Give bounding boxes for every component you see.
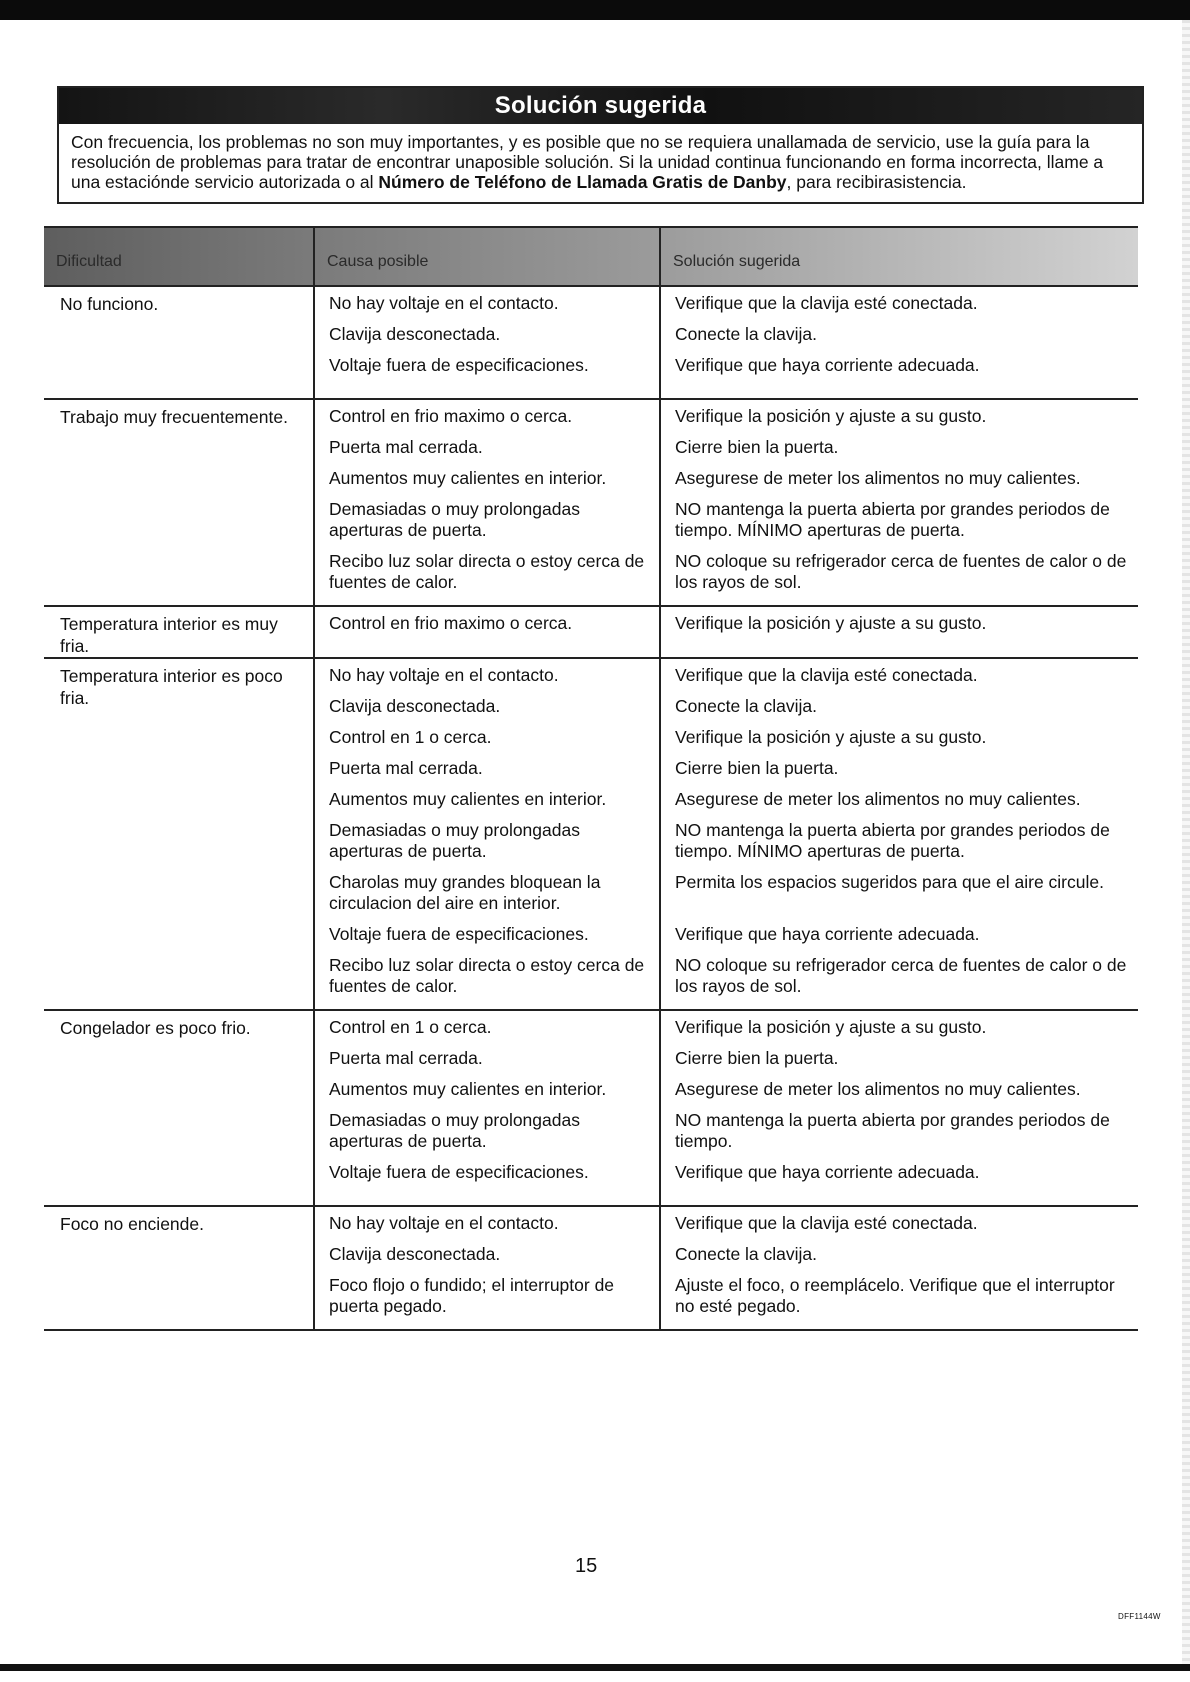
intro-text-end: , para recibirasistencia. bbox=[786, 172, 967, 192]
cause-item: Aumentos muy calientes en interior. bbox=[329, 468, 607, 488]
solution-item: Conecte la clavija. bbox=[675, 1244, 818, 1264]
cause-item: Aumentos muy calientes en interior. bbox=[329, 1079, 607, 1099]
cause-item: Control en frio maximo o cerca. bbox=[329, 406, 573, 426]
problem-cell: Congelador es poco frio. bbox=[60, 1018, 251, 1038]
troubleshooting-intro-box bbox=[57, 86, 1144, 204]
cause-item: Demasiadas o muy prolongadas aperturas de puerta. bbox=[329, 820, 580, 861]
table-header bbox=[44, 226, 1138, 285]
solution-item: NO coloque su refrigerador cerca de fuentes de calor o de los rayos de sol. bbox=[675, 955, 1127, 996]
cause-item: Control en frio maximo o cerca. bbox=[329, 613, 573, 633]
solution-item: NO mantenga la puerta abierta por grandes periodos de tiempo. MÍNIMO aperturas de puerta. bbox=[675, 499, 1110, 540]
solution-item: NO coloque su refrigerador cerca de fuentes de calor o de los rayos de sol. bbox=[675, 551, 1127, 592]
cause-item: Charolas muy grandes bloquean la circulacion del aire en interior. bbox=[329, 872, 601, 913]
intro-text: Con frecuencia, los problemas no son muy importantes, y es posible que no se requiera unallamada de servicio, use la guía para la resolución de problemas para tratar de encontrar unaposible solución. Si la unidad continua funcionando en forma incorrecta, llame a una estaciónde servicio autorizada o al bbox=[71, 132, 1104, 192]
header-solucion-sugerida: Solución sugerida bbox=[659, 228, 1138, 285]
solution-cell bbox=[659, 607, 1138, 657]
solution-cell bbox=[659, 659, 1138, 1009]
solution-item: Verifique que la clavija esté conectada. bbox=[675, 665, 978, 685]
solution-item: NO mantenga la puerta abierta por grandes periodos de tiempo. bbox=[675, 1110, 1110, 1151]
cause-item: Recibo luz solar directa o estoy cerca de fuentes de calor. bbox=[329, 551, 645, 592]
cause-item: Voltaje fuera de especificaciones. bbox=[329, 355, 589, 375]
page-edge bbox=[1182, 20, 1190, 1664]
top-border bbox=[0, 0, 1190, 20]
cause-item: No hay voltaje en el contacto. bbox=[329, 665, 559, 685]
cause-item: Recibo luz solar directa o estoy cerca de fuentes de calor. bbox=[329, 955, 645, 996]
solution-item: Verifique la posición y ajuste a su gusto. bbox=[675, 1017, 987, 1037]
model-code: DFF1144W bbox=[1118, 1612, 1161, 1621]
solution-item: Asegurese de meter los alimentos no muy calientes. bbox=[675, 468, 1081, 488]
page-number: 15 bbox=[575, 1555, 598, 1577]
table-row bbox=[44, 398, 1138, 605]
cause-item: Aumentos muy calientes en interior. bbox=[329, 789, 607, 809]
cause-cell bbox=[313, 607, 659, 657]
solution-item: Permita los espacios sugeridos para que el aire circule. bbox=[675, 872, 1104, 892]
solution-item: Verifique la posición y ajuste a su gusto. bbox=[675, 727, 987, 747]
table-body bbox=[44, 285, 1138, 1329]
solution-item: Cierre bien la puerta. bbox=[675, 758, 839, 778]
solution-item: Verifique que la clavija esté conectada. bbox=[675, 293, 978, 313]
table-row bbox=[44, 657, 1138, 1009]
cause-cell bbox=[313, 400, 659, 605]
troubleshooting-table bbox=[44, 226, 1138, 1331]
section-title: Solución sugerida bbox=[59, 88, 1142, 124]
header-dificultad: Dificultad bbox=[56, 253, 122, 270]
problem-cell: Temperatura interior es muy fria. bbox=[60, 614, 278, 656]
cause-cell bbox=[313, 1011, 659, 1205]
solution-cell bbox=[659, 400, 1138, 605]
cause-item: Puerta mal cerrada. bbox=[329, 1048, 483, 1068]
solution-item: Asegurese de meter los alimentos no muy calientes. bbox=[675, 789, 1081, 809]
solution-item: Cierre bien la puerta. bbox=[675, 437, 839, 457]
solution-item: Ajuste el foco, o reemplácelo. Verifique que el interruptor no esté pegado. bbox=[675, 1275, 1115, 1316]
solution-item: Verifique la posición y ajuste a su gusto. bbox=[675, 406, 987, 426]
table-row bbox=[44, 1009, 1138, 1205]
cause-cell bbox=[313, 1207, 659, 1329]
cause-item: Foco flojo o fundido; el interruptor de puerta pegado. bbox=[329, 1275, 615, 1316]
cause-item: Puerta mal cerrada. bbox=[329, 758, 483, 778]
table-row bbox=[44, 605, 1138, 657]
table-row bbox=[44, 1205, 1138, 1329]
cause-item: No hay voltaje en el contacto. bbox=[329, 1213, 559, 1233]
solution-item: Asegurese de meter los alimentos no muy calientes. bbox=[675, 1079, 1081, 1099]
solution-item: Verifique que haya corriente adecuada. bbox=[675, 1162, 980, 1182]
cause-item: No hay voltaje en el contacto. bbox=[329, 293, 559, 313]
header-causa-posible: Causa posible bbox=[313, 228, 659, 285]
solution-item: Verifique que haya corriente adecuada. bbox=[675, 924, 980, 944]
cause-item: Demasiadas o muy prolongadas aperturas de puerta. bbox=[329, 1110, 580, 1151]
problem-cell: Foco no enciende. bbox=[60, 1214, 204, 1234]
solution-cell bbox=[659, 1011, 1138, 1205]
cause-item: Control en 1 o cerca. bbox=[329, 1017, 492, 1037]
cause-item: Control en 1 o cerca. bbox=[329, 727, 492, 747]
solution-item: Verifique la posición y ajuste a su gusto. bbox=[675, 613, 987, 633]
solution-item: NO mantenga la puerta abierta por grandes periodos de tiempo. MÍNIMO aperturas de puerta. bbox=[675, 820, 1110, 861]
solution-item: Verifique que haya corriente adecuada. bbox=[675, 355, 980, 375]
intro-paragraph bbox=[59, 124, 1142, 204]
bottom-border bbox=[0, 1664, 1190, 1671]
problem-cell: No funciono. bbox=[60, 294, 159, 314]
cause-cell bbox=[313, 659, 659, 1009]
solution-item: Cierre bien la puerta. bbox=[675, 1048, 839, 1068]
cause-cell bbox=[313, 287, 659, 398]
cause-item: Demasiadas o muy prolongadas aperturas de puerta. bbox=[329, 499, 580, 540]
solution-item: Conecte la clavija. bbox=[675, 696, 818, 716]
cause-item: Clavija desconectada. bbox=[329, 324, 501, 344]
solution-cell bbox=[659, 287, 1138, 398]
cause-item: Clavija desconectada. bbox=[329, 696, 501, 716]
problem-cell: Temperatura interior es poco fria. bbox=[60, 666, 283, 708]
cause-item: Puerta mal cerrada. bbox=[329, 437, 483, 457]
solution-item: Verifique que la clavija esté conectada. bbox=[675, 1213, 978, 1233]
solution-item: Conecte la clavija. bbox=[675, 324, 818, 344]
cause-item: Voltaje fuera de especificaciones. bbox=[329, 1162, 589, 1182]
table-row bbox=[44, 285, 1138, 398]
toll-free-number-label: Número de Teléfono de Llamada Gratis de Danby bbox=[378, 172, 787, 192]
solution-cell bbox=[659, 1207, 1138, 1329]
cause-item: Clavija desconectada. bbox=[329, 1244, 501, 1264]
problem-cell: Trabajo muy frecuentemente. bbox=[60, 407, 288, 427]
cause-item: Voltaje fuera de especificaciones. bbox=[329, 924, 589, 944]
